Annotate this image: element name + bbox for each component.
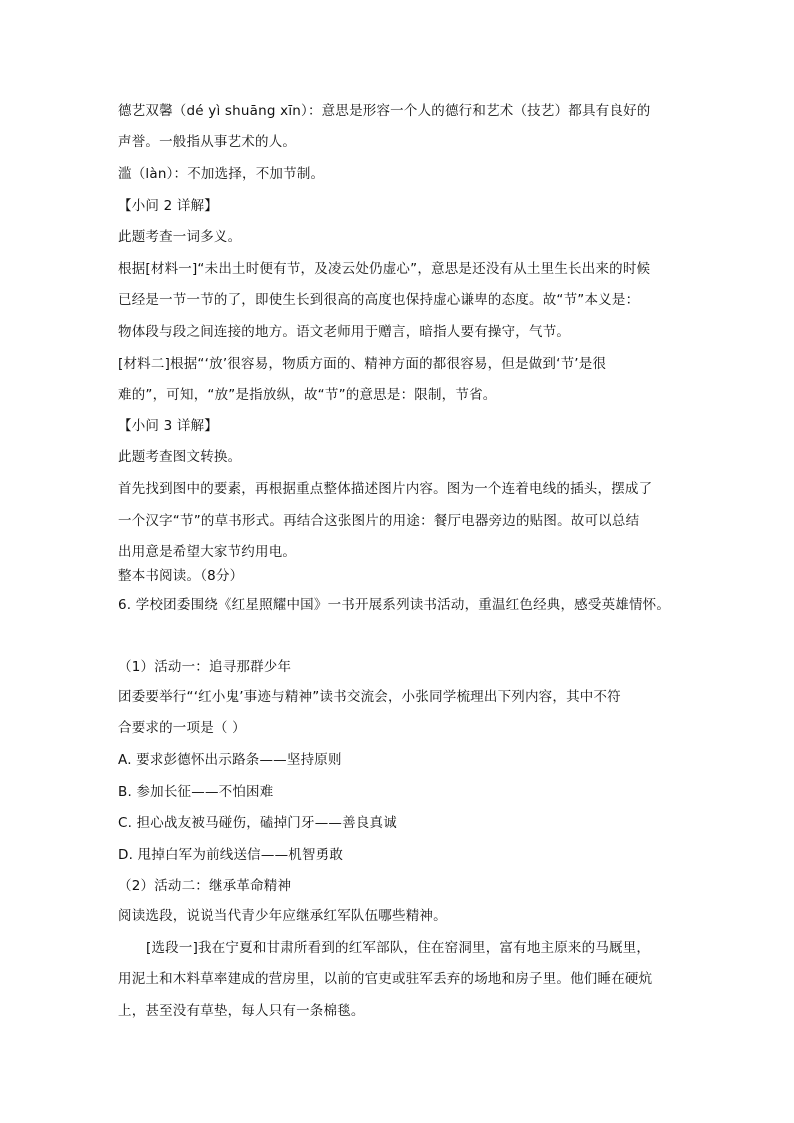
text-line: 团委要举行“‘红小鬼’事迹与精神”读书交流会，小张同学梳理出下列内容，其中不符 xyxy=(118,689,621,705)
text-line: 此题考查图文转换。 xyxy=(118,449,242,465)
text-line: 首先找到图中的要素，再根据重点整体描述图片内容。图为一个连着电线的插头，摆成了 xyxy=(118,481,653,497)
excerpt-line: 上，甚至没有草垫，每人只有一条棉毯。 xyxy=(118,1003,365,1019)
text-line: 滥（làn）：不加选择，不加节制。 xyxy=(118,166,325,182)
text-line: 德艺双馨（dé yì shuāng xīn）：意思是形容一个人的德行和艺术（技艺）都具有良好的 xyxy=(118,103,651,119)
activity-heading: （2）活动二：继承革命精神 xyxy=(118,878,292,894)
text-line: 已经是一节一节的了，即使生长到很高的高度也保持虚心谦卑的态度。故“节”本义是： xyxy=(118,292,640,308)
text-line: 合要求的一项是（ ） xyxy=(118,720,246,736)
text-line: 声誉。一般指从事艺术的人。 xyxy=(118,134,297,150)
section-heading: 整本书阅读。（8分） xyxy=(118,568,244,584)
text-line: [材料二]根据“‘放’很容易，物质方面的、精神方面的都很容易，但是做到‘节’是很 xyxy=(118,356,607,372)
activity-heading: （1）活动一：追寻那群少年 xyxy=(118,659,292,675)
text-line: 出用意是希望大家节约用电。 xyxy=(118,544,297,560)
text-line: 阅读选段，说说当代青少年应继承红军队伍哪些精神。 xyxy=(118,908,447,924)
text-line: 难的”，可知，“放”是指放纵，故“节”的意思是：限制，节省。 xyxy=(118,387,497,403)
text-line: 此题考查一词多义。 xyxy=(118,229,242,245)
excerpt-line: [选段一]我在宁夏和甘肃所看到的红军部队，住在窑洞里，富有地主原来的马厩里， xyxy=(146,940,651,956)
text-line: 根据[材料一]“未出土时便有节，及凌云处仍虚心”，意思是还没有从土里生长出来的时候 xyxy=(118,261,651,277)
option-d: D. 甩掉白军为前线送信——机智勇敢 xyxy=(118,847,344,863)
option-b: B. 参加长征——不怕困难 xyxy=(118,784,274,800)
section-heading: 【小问 2 详解】 xyxy=(118,198,218,214)
option-a: A. 要求彭德怀出示路条——坚持原则 xyxy=(118,752,342,768)
excerpt-line: 用泥土和木料草率建成的营房里，以前的官吏或驻军丢弃的场地和房子里。他们睡在硬炕 xyxy=(118,971,653,987)
text-line: 一个汉字“节”的草书形式。再结合这张图片的用途：餐厅电器旁边的贴图。故可以总结 xyxy=(118,513,640,529)
text-line: 物体段与段之间连接的地方。语文老师用于赠言，暗指人要有操守，气节。 xyxy=(118,324,571,340)
option-c: C. 担心战友被马碰伤，磕掉门牙——善良真诚 xyxy=(118,815,397,831)
section-heading: 【小问 3 详解】 xyxy=(118,418,218,434)
question-title: 6. 学校团委围绕《红星照耀中国》一书开展系列读书活动，重温红色经典，感受英雄情怀。 xyxy=(118,597,671,613)
